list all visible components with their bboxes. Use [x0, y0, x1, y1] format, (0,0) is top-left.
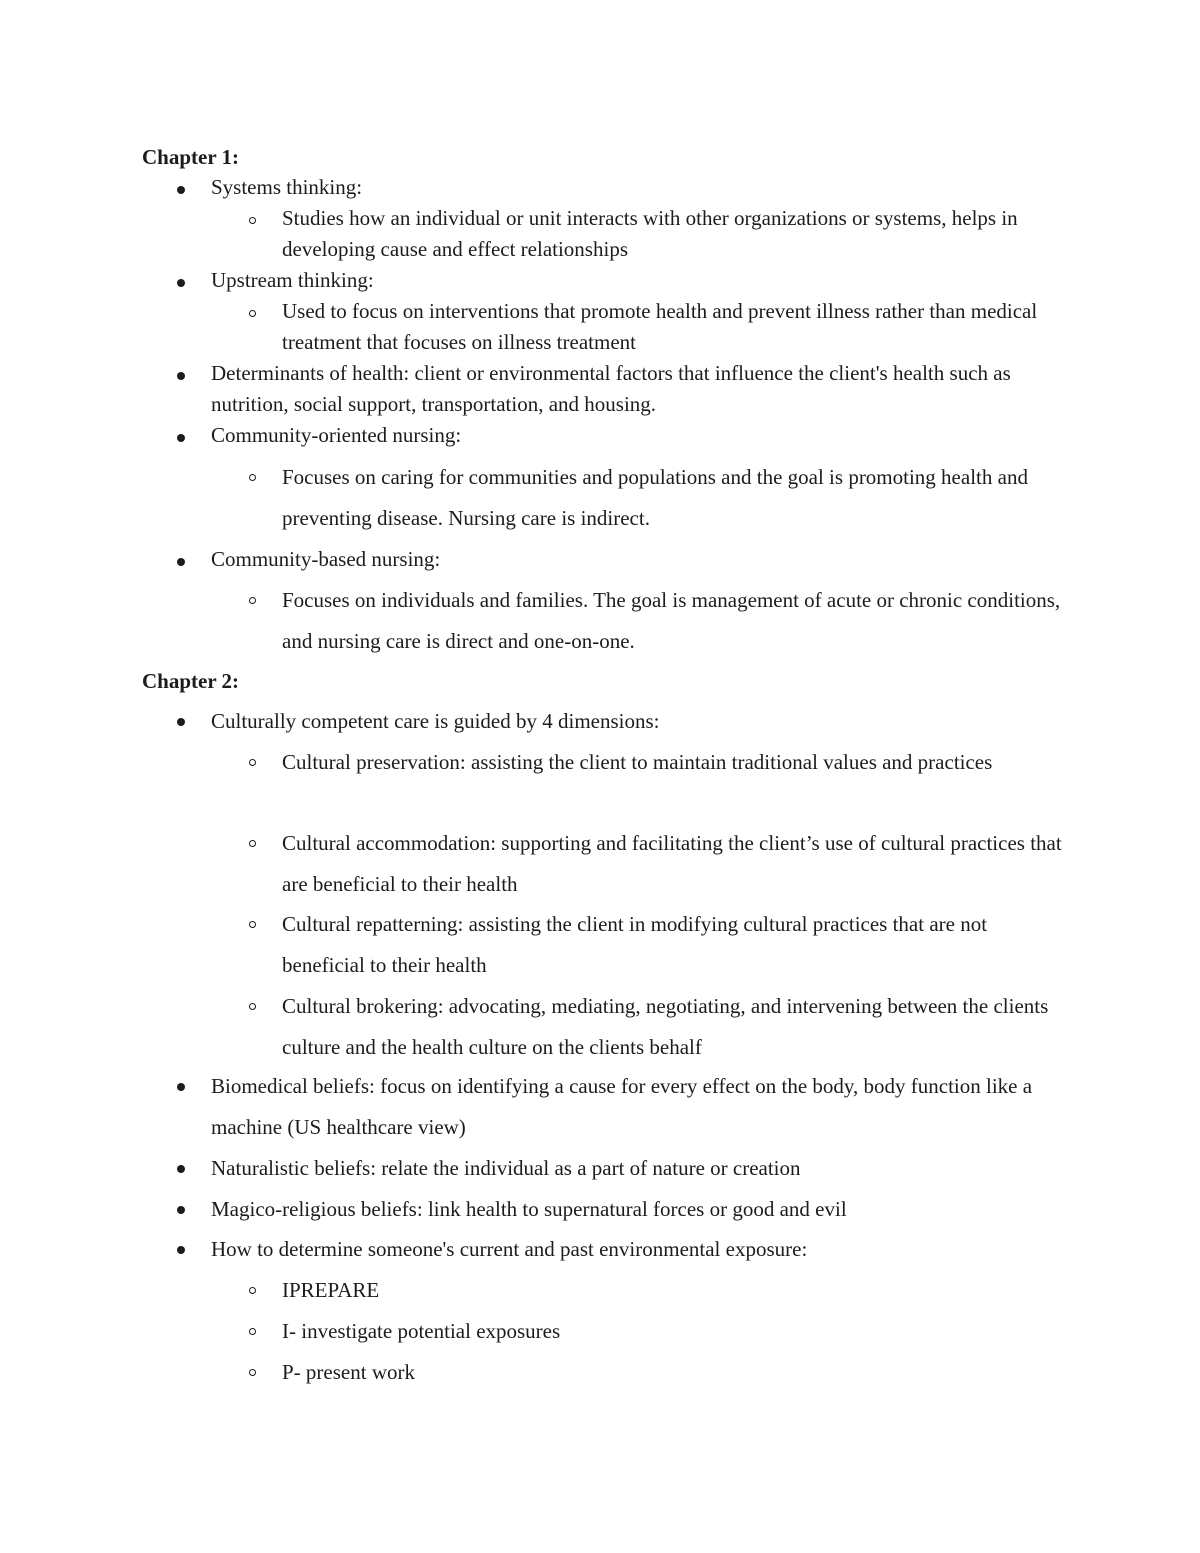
list-item: [211, 701, 1061, 742]
item-text: Community-based nursing:: [211, 547, 441, 571]
list-item: [211, 1189, 1061, 1230]
list-item: [282, 203, 1067, 265]
list-item: [282, 986, 1067, 1068]
list-item: [282, 457, 1067, 539]
list-item: [211, 265, 1061, 296]
hollow-bullet-icon: [249, 217, 256, 224]
filled-bullet-icon: [177, 558, 185, 566]
list-item: [282, 904, 1067, 986]
item-text: Determinants of health: client or environmental factors that influence the client's health such as nutrition, social support, transportation, and housing.: [211, 361, 1011, 416]
item-text: Biomedical beliefs: focus on identifying a cause for every effect on the body, body function like a machine (US healthcare view): [211, 1074, 1033, 1139]
list-item: [282, 580, 1067, 662]
item-text: Naturalistic beliefs: relate the individual as a part of nature or creation: [211, 1156, 801, 1180]
item-text: Focuses on caring for communities and populations and the goal is promoting health and preventing disease. Nursing care is indirect.: [282, 465, 1028, 530]
hollow-bullet-icon: [249, 1003, 256, 1010]
chapter-2-heading: Chapter 2:: [142, 669, 240, 693]
hollow-bullet-icon: [249, 840, 256, 847]
filled-bullet-icon: [177, 434, 185, 442]
hollow-bullet-icon: [249, 474, 256, 481]
filled-bullet-icon: [177, 372, 185, 380]
item-text: Systems thinking:: [211, 175, 363, 199]
list-item: [211, 1148, 1061, 1189]
list-item: [282, 1311, 1067, 1352]
hollow-bullet-icon: [249, 1328, 256, 1335]
list-item: [282, 296, 1067, 358]
hollow-bullet-icon: [249, 310, 256, 317]
hollow-bullet-icon: [249, 1287, 256, 1294]
hollow-bullet-icon: [249, 759, 256, 766]
item-text: Cultural brokering: advocating, mediating, negotiating, and intervening between the clients culture and the health culture on the clients behalf: [282, 994, 1049, 1059]
list-item: [282, 1352, 1067, 1393]
item-text: Cultural preservation: assisting the client to maintain traditional values and practices: [282, 750, 993, 774]
list-item: [282, 823, 1067, 905]
item-text: IPREPARE: [282, 1278, 380, 1302]
filled-bullet-icon: [177, 279, 185, 287]
list-item: [211, 544, 1061, 575]
list-item: [211, 358, 1061, 420]
filled-bullet-icon: [177, 186, 185, 194]
item-text: Used to focus on interventions that promote health and prevent illness rather than medical treatment that focuses on illness treatment: [282, 299, 1038, 354]
list-item: [211, 172, 1061, 203]
item-text: Cultural accommodation: supporting and facilitating the client’s use of cultural practices that are beneficial to their health: [282, 831, 1062, 896]
item-text: Upstream thinking:: [211, 268, 374, 292]
filled-bullet-icon: [177, 1246, 185, 1254]
chapter-1-heading: Chapter 1:: [142, 145, 240, 169]
filled-bullet-icon: [177, 1083, 185, 1091]
filled-bullet-icon: [177, 1206, 185, 1214]
item-text: How to determine someone's current and past environmental exposure:: [211, 1237, 808, 1261]
list-item: [211, 1066, 1061, 1148]
list-item: [282, 742, 1067, 783]
item-text: P- present work: [282, 1360, 415, 1384]
list-item: [211, 420, 1061, 451]
item-text: Community-oriented nursing:: [211, 423, 462, 447]
list-item: [211, 1229, 1061, 1270]
item-text: Focuses on individuals and families. The goal is management of acute or chronic conditions, and nursing care is direct and one-on-one.: [282, 588, 1061, 653]
filled-bullet-icon: [177, 1165, 185, 1173]
item-text: I- investigate potential exposures: [282, 1319, 561, 1343]
hollow-bullet-icon: [249, 921, 256, 928]
hollow-bullet-icon: [249, 1369, 256, 1376]
filled-bullet-icon: [177, 718, 185, 726]
hollow-bullet-icon: [249, 597, 256, 604]
item-text: Magico-religious beliefs: link health to supernatural forces or good and evil: [211, 1197, 847, 1221]
item-text: Culturally competent care is guided by 4 dimensions:: [211, 709, 660, 733]
list-item: [282, 1270, 1067, 1311]
item-text: Studies how an individual or unit interacts with other organizations or systems, helps in developing cause and effect relationships: [282, 206, 1018, 261]
item-text: Cultural repatterning: assisting the client in modifying cultural practices that are not beneficial to their health: [282, 912, 988, 977]
